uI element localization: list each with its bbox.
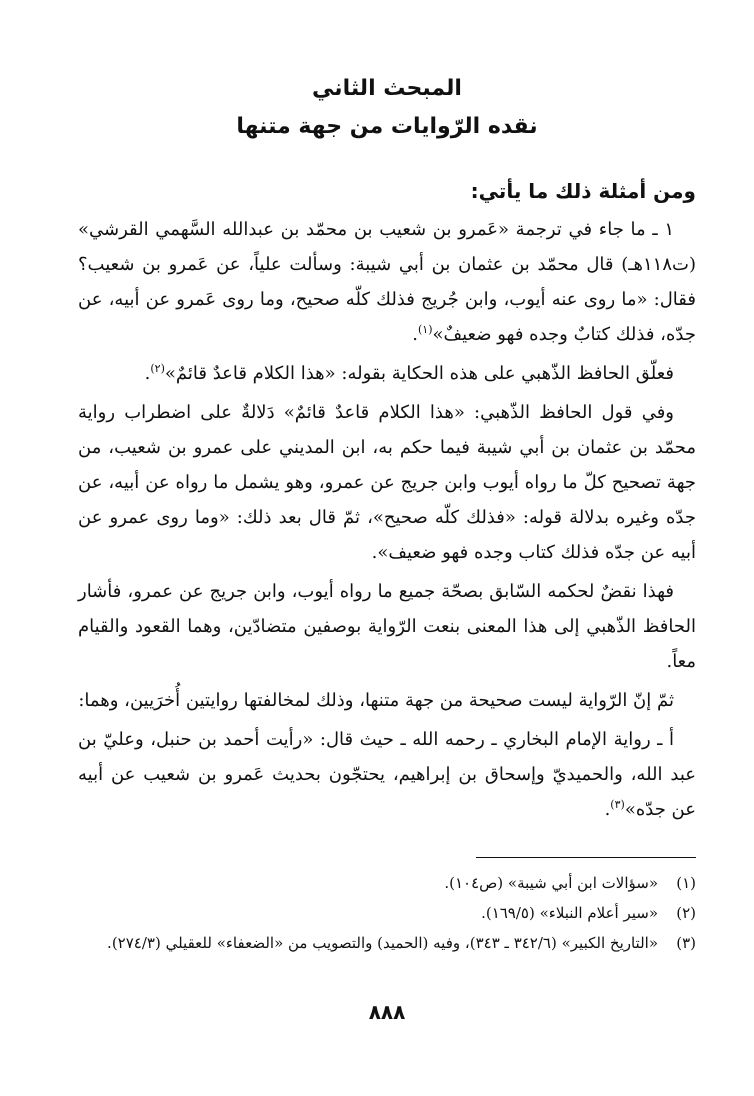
- paragraph-5: [78, 683, 696, 718]
- paragraph-text: فعلّق الحافظ الذّهبي على هذه الحكاية بقوله: «هذا الكلام قاعدٌ قائمٌ»: [164, 363, 674, 384]
- paragraph-tail: .: [412, 324, 418, 345]
- paragraph-1: [78, 212, 696, 352]
- footnote-ref-2: (٢): [150, 362, 165, 375]
- paragraph-3: [78, 395, 696, 570]
- footnote-text: «التاريخ الكبير» (٣٤٢/٦ ـ ٣٤٣)، وفيه (الحميد) والتصويب من «الضعفاء» للعقيلي (٢٧٤/٣).: [107, 934, 658, 952]
- intro-line: ومن أمثلة ذلك ما يأتي:: [470, 179, 696, 203]
- paragraph-text: ١ ـ ما جاء في ترجمة «عَمرو بن شعيب بن محمّد بن عبدالله السَّهمي القرشي» (ت١١٨هـ) قال محمّد بن عثمان بن أبي شيبة: وسألت علياً، عن عَمرو بن شعيب؟ فقال: «ما روى عنه أيوب، وابن جُريج فذلك كلّه صحيح، وما روى عَمرو عن أبيه، عن جدّه، فذلك كتابٌ وجده فهو ضعيفٌ»: [78, 219, 696, 345]
- footnote-2: [78, 898, 696, 928]
- section-subheading: نقده الرّوايات من جهة متنها: [236, 114, 538, 139]
- document-page: [78, 60, 696, 1050]
- footnote-text: «سؤالات ابن أبي شيبة» (ص١٠٤).: [444, 874, 658, 892]
- section-heading: المبحث الثاني: [312, 76, 462, 101]
- footnote-divider: [476, 857, 696, 858]
- paragraph-tail: .: [144, 363, 151, 384]
- footnote-number: (٢): [676, 904, 696, 922]
- page-number: ٨٨٨: [368, 1000, 406, 1024]
- footnote-number: (١): [676, 874, 696, 892]
- footnote-text: «سير أعلام النبلاء» (١٦٩/٥).: [481, 904, 658, 922]
- paragraph-text: أ ـ رواية الإمام البخاري ـ رحمه الله ـ حيث قال: «رأيت أحمد بن حنبل، وعليّ بن عبد الله، والحميديّ وإسحاق بن إبراهيم، يحتجّون بحديث عَمرو بن شعيب عن أبيه عن جدّه»: [78, 729, 696, 820]
- paragraph-4: [78, 574, 696, 679]
- paragraph-6: [78, 722, 696, 827]
- footnote-ref-3: (٣): [610, 798, 625, 811]
- paragraph-2: [78, 356, 696, 391]
- paragraph-text: وفي قول الحافظ الذّهبي: «هذا الكلام قاعدٌ قائمٌ» دَلالةٌ على اضطراب رواية محمّد بن عثمان بن أبي شيبة فيما حكم به، ابن المديني على عمرو بن شعيب، من جهة تصحيح كلّ ما رواه أيوب وابن جريج عن عمرو، وهو يشمل ما رواه عن أبيه، عن جدّه وغيره بدلالة قوله: «فذلك كلّه صحيح»، ثمّ قال بعد ذلك: «وما روى عمرو عن أبيه عن جدّه فذلك كتاب وجده فهو ضعيف».: [78, 402, 696, 563]
- footnote-ref-1: (١): [417, 323, 433, 336]
- paragraph-tail: .: [604, 799, 611, 820]
- paragraph-text: ثمّ إنّ الرّواية ليست صحيحة من جهة متنها، وذلك لمخالفتها روايتين أُخرَيين، وهما:: [78, 690, 674, 711]
- footnote-1: [78, 868, 696, 898]
- footnotes: [78, 868, 696, 958]
- paragraph-text: فهذا نقضٌ لحكمه السّابق بصحّة جميع ما رواه أيوب، وابن جريج عن عمرو، فأشار الحافظ الذّهبي إلى هذا المعنى بنعت الرّواية بوصفين متضادّين، وهما القعود والقيام معاً.: [78, 581, 696, 672]
- footnote-3: [78, 928, 696, 958]
- footnote-number: (٣): [676, 934, 696, 952]
